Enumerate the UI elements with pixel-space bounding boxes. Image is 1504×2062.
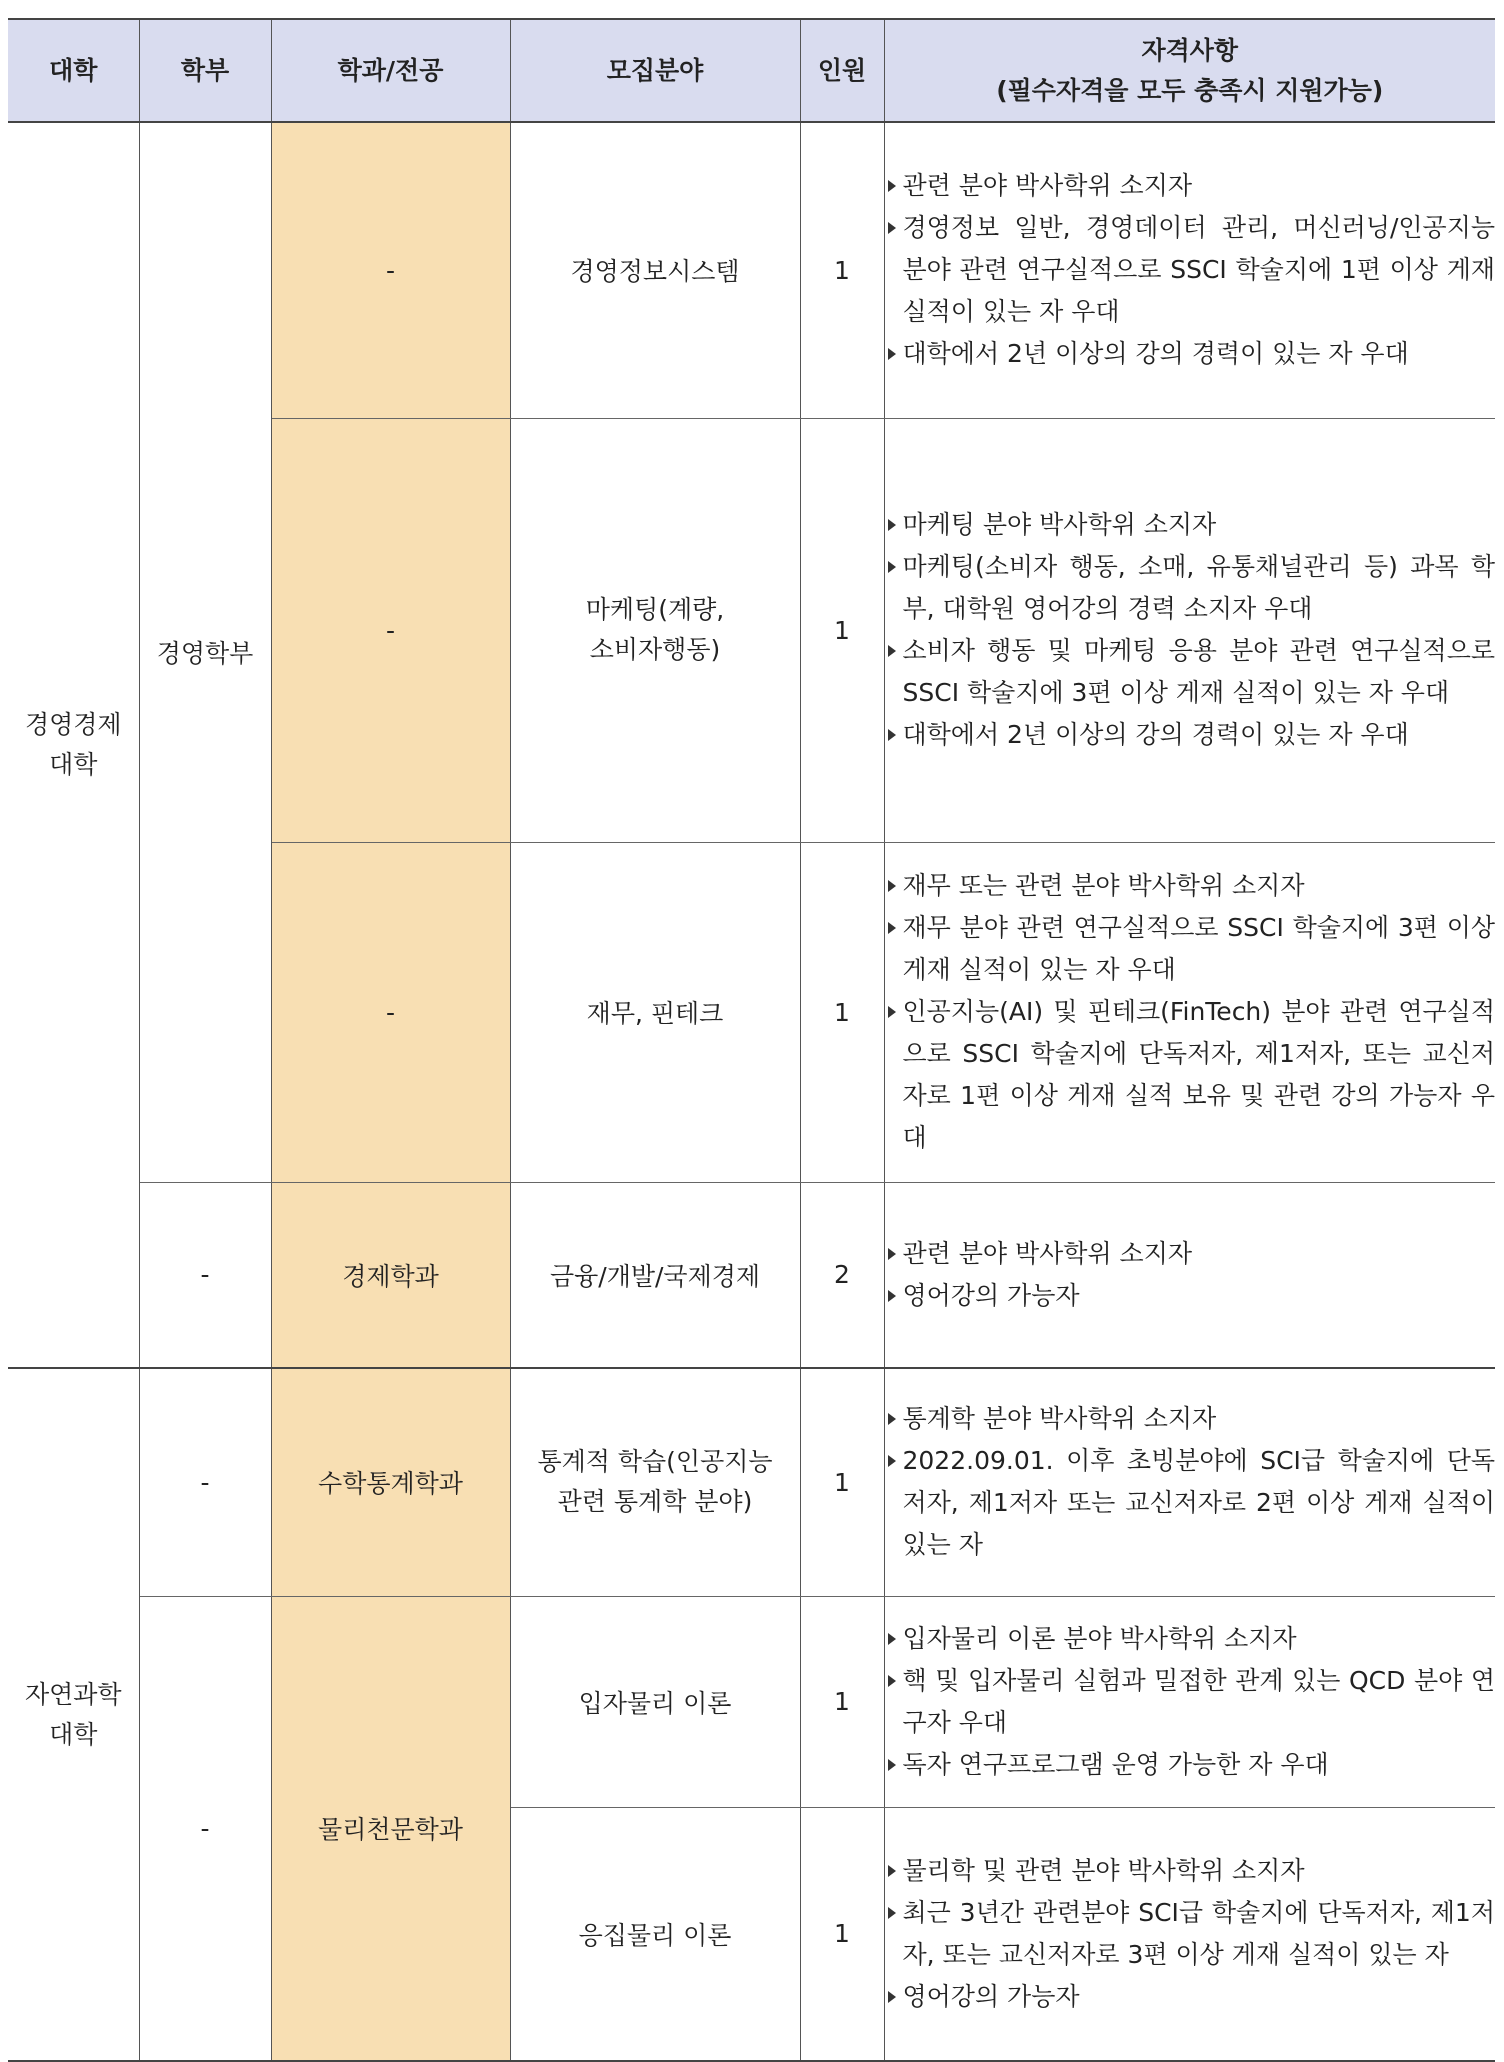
- department-cell: -: [271, 418, 510, 842]
- count-cell: 1: [800, 1596, 884, 1807]
- qualifications-list: [885, 1850, 1496, 2018]
- table-row: [8, 122, 1495, 418]
- header-row: [8, 19, 1495, 122]
- division-cell: -: [139, 1182, 271, 1368]
- header-department: 학과/전공: [271, 19, 510, 122]
- qualifications-list: [885, 165, 1496, 375]
- header-field: 모집분야: [510, 19, 800, 122]
- header-division: 학부: [139, 19, 271, 122]
- field-cell: [510, 1368, 800, 1596]
- qualifications-cell: [884, 1368, 1495, 1596]
- division-cell: -: [139, 1368, 271, 1596]
- field-cell: 응집물리 이론: [510, 1807, 800, 2061]
- college-name: 자연과학 대학: [24, 1679, 122, 1749]
- field-name: 마케팅(계량, 소비자행동): [585, 595, 725, 664]
- qualification-item: 영어강의 가능자: [885, 1976, 1496, 2018]
- header-qualifications: [884, 19, 1495, 122]
- count-cell: 1: [800, 122, 884, 418]
- qualification-item: 인공지능(AI) 및 핀테크(FinTech) 분야 관련 연구실적으로 SSCI 학술지에 단독저자, 제1저자, 또는 교신저자로 1편 이상 게재 실적 보유 및 관련 강의 가능자 우대: [885, 991, 1496, 1159]
- qualification-item: 최근 3년간 관련분야 SCI급 학술지에 단독저자, 제1저자, 또는 교신저자로 3편 이상 게재 실적이 있는 자: [885, 1892, 1496, 1976]
- header-qualifications-note: (필수자격을 모두 충족시 지원가능): [996, 75, 1384, 105]
- count-cell: 1: [800, 1368, 884, 1596]
- count-cell: 1: [800, 418, 884, 842]
- qualification-item: 소비자 행동 및 마케팅 응용 분야 관련 연구실적으로 SSCI 학술지에 3편 이상 게재 실적이 있는 자 우대: [885, 630, 1496, 714]
- qualification-item: 대학에서 2년 이상의 강의 경력이 있는 자 우대: [885, 333, 1496, 375]
- field-cell: 재무, 핀테크: [510, 842, 800, 1182]
- qualification-item: 관련 분야 박사학위 소지자: [885, 1233, 1496, 1275]
- qualifications-cell: [884, 122, 1495, 418]
- department-cell: 물리천문학과: [271, 1596, 510, 2061]
- qualification-item: 관련 분야 박사학위 소지자: [885, 165, 1496, 207]
- qualifications-list: [885, 504, 1496, 756]
- qualification-item: 대학에서 2년 이상의 강의 경력이 있는 자 우대: [885, 714, 1496, 756]
- recruitment-table: [8, 18, 1495, 2062]
- qualification-item: 마케팅 분야 박사학위 소지자: [885, 504, 1496, 546]
- qualification-item: 재무 또는 관련 분야 박사학위 소지자: [885, 865, 1496, 907]
- qualifications-cell: [884, 1807, 1495, 2061]
- department-cell: -: [271, 122, 510, 418]
- qualification-item: 독자 연구프로그램 운영 가능한 자 우대: [885, 1744, 1496, 1786]
- college-name: 경영경제 대학: [24, 710, 122, 779]
- table-row: [8, 1182, 1495, 1368]
- college-cell: [8, 1368, 139, 2061]
- qualifications-cell: [884, 1596, 1495, 1807]
- college-cell: [8, 122, 139, 1368]
- qualifications-cell: [884, 1182, 1495, 1368]
- division-cell: 경영학부: [139, 122, 271, 1182]
- qualifications-list: [885, 865, 1496, 1159]
- qualifications-list: [885, 1618, 1496, 1786]
- table-row: [8, 1596, 1495, 1807]
- field-cell: 경영정보시스템: [510, 122, 800, 418]
- qualification-item: 영어강의 가능자: [885, 1275, 1496, 1317]
- count-cell: 1: [800, 842, 884, 1182]
- qualifications-list: [885, 1233, 1496, 1317]
- field-cell: [510, 418, 800, 842]
- header-count: 인원: [800, 19, 884, 122]
- qualification-item: 경영정보 일반, 경영데이터 관리, 머신러닝/인공지능 분야 관련 연구실적으로 SSCI 학술지에 1편 이상 게재 실적이 있는 자 우대: [885, 207, 1496, 333]
- qualification-item: 마케팅(소비자 행동, 소매, 유통채널관리 등) 과목 학부, 대학원 영어강의 경력 소지자 우대: [885, 546, 1496, 630]
- qualification-item: 재무 분야 관련 연구실적으로 SSCI 학술지에 3편 이상 게재 실적이 있는 자 우대: [885, 907, 1496, 991]
- qualifications-cell: [884, 418, 1495, 842]
- qualification-item: 물리학 및 관련 분야 박사학위 소지자: [885, 1850, 1496, 1892]
- qualification-item: 2022.09.01. 이후 초빙분야에 SCI급 학술지에 단독저자, 제1저자 또는 교신저자로 2편 이상 게재 실적이 있는 자: [885, 1440, 1496, 1566]
- division-cell: -: [139, 1596, 271, 2061]
- qualification-item: 입자물리 이론 분야 박사학위 소지자: [885, 1618, 1496, 1660]
- department-cell: -: [271, 842, 510, 1182]
- count-cell: 1: [800, 1807, 884, 2061]
- header-qualifications-title: 자격사항: [1141, 35, 1239, 65]
- qualifications-list: [885, 1398, 1496, 1566]
- department-cell: 경제학과: [271, 1182, 510, 1368]
- header-college: 대학: [8, 19, 139, 122]
- field-name: 통계적 학습(인공지능 관련 통계학 분야): [537, 1447, 773, 1517]
- table-row: [8, 1368, 1495, 1596]
- qualification-item: 핵 및 입자물리 실험과 밀접한 관계 있는 QCD 분야 연구자 우대: [885, 1660, 1496, 1744]
- department-cell: 수학통계학과: [271, 1368, 510, 1596]
- field-cell: 금융/개발/국제경제: [510, 1182, 800, 1368]
- field-cell: 입자물리 이론: [510, 1596, 800, 1807]
- qualifications-cell: [884, 842, 1495, 1182]
- qualification-item: 통계학 분야 박사학위 소지자: [885, 1398, 1496, 1440]
- count-cell: 2: [800, 1182, 884, 1368]
